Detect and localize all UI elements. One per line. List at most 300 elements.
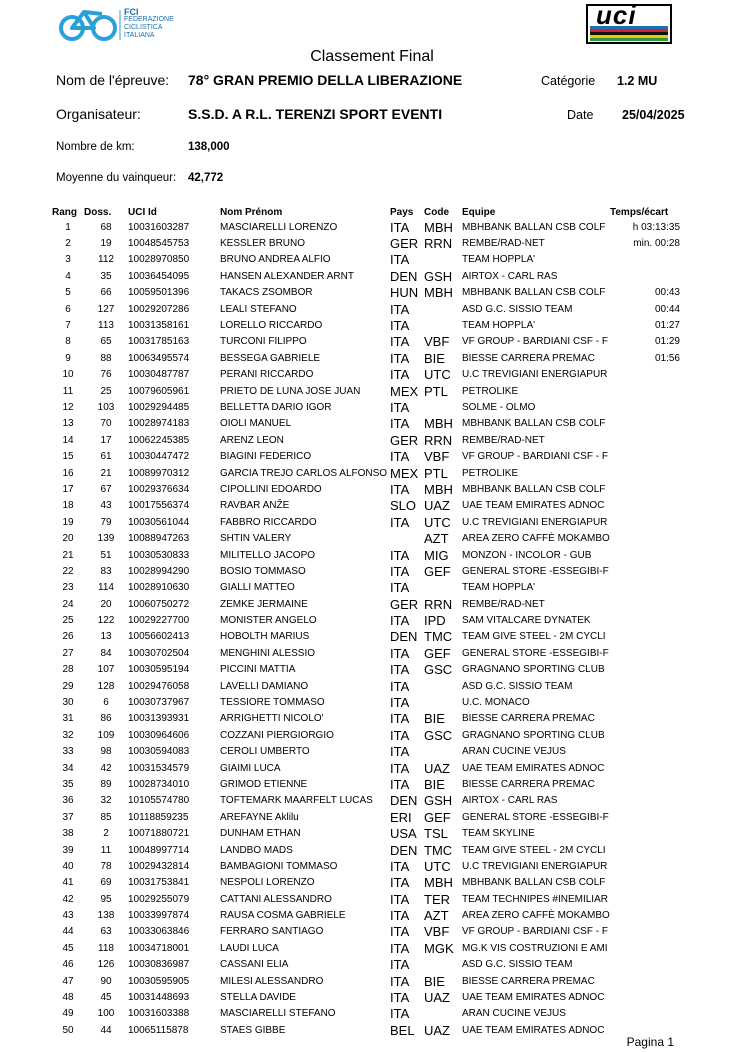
table-row (52, 317, 686, 333)
cell-name: KESSLER BRUNO (220, 238, 306, 250)
cell-time (610, 645, 686, 661)
cell-uci-id: 10031603388 (128, 1008, 190, 1020)
cell-country: ITA (390, 301, 410, 317)
cell-name: PICCINI MATTIA (220, 664, 296, 676)
cell-rank: 49 (62, 1008, 74, 1020)
cell-bib: 11 (100, 844, 112, 856)
cell-country: DEN (390, 268, 418, 284)
cell-bib: 21 (100, 467, 112, 479)
cell-time: 00:44 (654, 303, 680, 315)
cell-name: COZZANI PIERGIORGIO (220, 729, 334, 741)
cell-bib: 68 (100, 221, 112, 233)
table-row (52, 907, 686, 923)
table-row (52, 842, 686, 858)
uci-logo (586, 0, 672, 44)
cell-rank: 9 (65, 352, 71, 364)
cell-name: OIOLI MANUEL (220, 418, 292, 430)
cell-team: MBHBANK BALLAN CSB COLF (462, 418, 606, 430)
cell-bib: 118 (98, 942, 114, 954)
avg-speed-label: Moyenne du vainqueur: (56, 172, 177, 184)
cell-team: ASD G.C. SISSIO TEAM (462, 680, 573, 692)
cell-code: GSC (424, 662, 453, 678)
cell-country: ITA (390, 760, 410, 776)
km-label: Nombre de km: (56, 141, 135, 153)
fci-logo (58, 6, 198, 44)
cell-team: SAM VITALCARE DYNATEK (462, 615, 591, 627)
cell-bib: 65 (100, 336, 112, 348)
cell-code: UTC (424, 367, 451, 383)
cell-rank: 22 (62, 565, 74, 577)
cell-code (424, 744, 462, 760)
cell-country: DEN (390, 793, 418, 809)
cell-uci-id: 10028994290 (128, 565, 190, 577)
cell-uci-id: 10029476058 (128, 680, 190, 692)
cell-bib: 98 (100, 746, 112, 758)
cell-country: ITA (390, 744, 410, 760)
cell-bib: 84 (100, 647, 112, 659)
cell-rank: 30 (62, 697, 74, 709)
table-row (52, 891, 686, 907)
cell-uci-id: 10089970312 (128, 467, 190, 479)
table-row (52, 383, 686, 399)
cell-team: TEAM HOPPLA' (462, 582, 536, 594)
cell-time (610, 891, 686, 907)
cell-uci-id: 10030487787 (128, 369, 190, 381)
cell-name: BRUNO ANDREA ALFIO (220, 254, 331, 266)
cell-bib: 100 (97, 1008, 115, 1020)
col-code-header: Code (424, 206, 449, 218)
category-value: 1.2 MU (617, 74, 658, 88)
cell-country: ITA (390, 875, 410, 891)
cell-time: 01:27 (654, 320, 680, 332)
table-row (52, 252, 686, 268)
cell-team: ARAN CUCINE VEJUS (462, 746, 566, 758)
cell-bib: 79 (100, 516, 112, 528)
cell-country: ITA (390, 350, 410, 366)
cell-bib: 43 (100, 500, 112, 512)
cell-rank: 37 (62, 811, 74, 823)
cell-rank: 42 (62, 893, 74, 905)
cell-country: ITA (390, 416, 410, 432)
cell-time (610, 760, 686, 776)
cell-code: BIE (424, 973, 445, 989)
cell-uci-id: 10029294485 (128, 401, 190, 413)
cell-uci-id: 10056602413 (128, 631, 190, 643)
cell-team: SOLME - OLMO (462, 401, 536, 413)
cell-country: ITA (390, 219, 410, 235)
cell-country: MEX (390, 465, 419, 481)
table-row (52, 1006, 686, 1022)
cell-uci-id: 10030447472 (128, 451, 190, 463)
cell-time (610, 432, 686, 448)
table-row (52, 957, 686, 973)
cell-bib: 109 (97, 729, 115, 741)
cell-time (610, 629, 686, 645)
cell-rank: 46 (62, 959, 74, 971)
cell-team: AIRTOX - CARL RAS (462, 270, 558, 282)
cell-uci-id: 10030737967 (128, 697, 190, 709)
cell-team: ARAN CUCINE VEJUS (462, 1008, 566, 1020)
cell-uci-id: 10030595905 (128, 975, 190, 987)
cell-team: GRAGNANO SPORTING CLUB (462, 664, 605, 676)
cell-code: GEF (424, 645, 451, 661)
cell-name: AREFAYNE Aklilu (220, 811, 299, 823)
table-row (52, 645, 686, 661)
cell-country: GER (390, 596, 419, 612)
cell-country: HUN (390, 285, 419, 301)
cell-bib: 44 (100, 1024, 112, 1036)
table-row (52, 563, 686, 579)
cell-time (610, 858, 686, 874)
cell-name: TOFTEMARK MAARFELT LUCAS (220, 795, 373, 807)
cell-country: ITA (390, 1006, 410, 1022)
cell-time (610, 924, 686, 940)
col-country-header: Pays (390, 206, 414, 218)
cell-rank: 26 (62, 631, 74, 643)
cell-bib: 42 (100, 762, 112, 774)
cell-rank: 27 (62, 647, 74, 659)
cell-bib: 83 (100, 565, 112, 577)
cell-code: BIE (424, 711, 445, 727)
table-row (52, 580, 686, 596)
page-number: Pagina 1 (626, 1035, 674, 1049)
cell-code: BIE (424, 776, 445, 792)
cell-country: ITA (390, 858, 410, 874)
cell-uci-id: 10030595194 (128, 664, 190, 676)
table-row (52, 776, 686, 792)
cell-rank: 20 (62, 533, 74, 545)
cell-bib: 45 (100, 992, 112, 1004)
cell-team: BIESSE CARRERA PREMAC (462, 778, 595, 790)
cell-rank: 14 (62, 434, 74, 446)
cell-country: ITA (390, 973, 410, 989)
cell-name: TAKACS ZSOMBOR (220, 287, 313, 299)
cell-code (424, 580, 462, 596)
cell-name: HOBOLTH MARIUS (220, 631, 310, 643)
table-row (52, 924, 686, 940)
cell-rank: 4 (65, 270, 71, 282)
cell-country (390, 530, 424, 546)
cell-code: GEF (424, 563, 451, 579)
cell-time (610, 711, 686, 727)
cell-code: TMC (424, 629, 453, 645)
cell-code: MBH (424, 875, 453, 891)
cell-time: 01:56 (654, 352, 680, 364)
cell-bib: 103 (97, 401, 115, 413)
cell-name: CATTANI ALESSANDRO (220, 893, 332, 905)
cell-country: ITA (390, 990, 410, 1006)
cell-bib: 51 (100, 549, 112, 561)
cell-bib: 25 (100, 385, 112, 397)
cell-time (610, 367, 686, 383)
cell-name: TESSIORE TOMMASO (220, 697, 325, 709)
table-row (52, 825, 686, 841)
cell-rank: 16 (62, 467, 74, 479)
cell-time (610, 612, 686, 628)
cell-time (610, 383, 686, 399)
cell-time (610, 727, 686, 743)
cell-team: TEAM SKYLINE (462, 828, 535, 840)
cell-name: BESSEGA GABRIELE (220, 352, 321, 364)
cell-bib: 88 (100, 352, 112, 364)
table-row (52, 596, 686, 612)
cell-uci-id: 10030530833 (128, 549, 190, 561)
cell-team: TEAM HOPPLA' (462, 320, 536, 332)
cell-time (610, 268, 686, 284)
cell-country: ITA (390, 252, 410, 268)
cell-name: LEALI STEFANO (220, 303, 297, 315)
cell-code: UTC (424, 514, 451, 530)
cell-time (610, 252, 686, 268)
cell-country: ITA (390, 481, 410, 497)
cell-team: U.C TREVIGIANI ENERGIAPUR (462, 516, 608, 528)
cell-time (610, 809, 686, 825)
table-row (52, 285, 686, 301)
cell-name: STAES GIBBE (220, 1024, 286, 1036)
cell-code: RRN (424, 596, 453, 612)
cell-bib: 70 (100, 418, 112, 430)
cell-name: MASCIARELLI STEFANO (220, 1008, 336, 1020)
cell-code: PTL (424, 465, 448, 481)
cell-team: TEAM HOPPLA' (462, 254, 536, 266)
cell-country: ITA (390, 547, 410, 563)
table-row (52, 612, 686, 628)
cell-rank: 3 (65, 254, 71, 266)
cell-country: DEN (390, 842, 418, 858)
cell-rank: 12 (62, 401, 74, 413)
cell-bib: 112 (98, 254, 114, 266)
cell-team: MBHBANK BALLAN CSB COLF (462, 221, 606, 233)
cell-code: UAZ (424, 498, 450, 514)
cell-rank: 35 (62, 778, 74, 790)
cell-rank: 39 (62, 844, 74, 856)
cell-bib: 66 (100, 287, 112, 299)
cell-rank: 43 (62, 910, 74, 922)
cell-uci-id: 10031448693 (128, 992, 190, 1004)
cell-rank: 10 (62, 369, 74, 381)
cell-bib: 78 (100, 860, 112, 872)
cell-name: BELLETTA DARIO IGOR (220, 401, 332, 413)
cell-team: ASD G.C. SISSIO TEAM (462, 959, 573, 971)
cell-uci-id: 10065115878 (128, 1024, 189, 1036)
cell-uci-id: 10030561044 (128, 516, 190, 528)
cell-name: LORELLO RICCARDO (220, 320, 323, 332)
cell-uci-id: 10048545753 (128, 238, 190, 250)
cell-time (610, 448, 686, 464)
cell-uci-id: 10118859235 (128, 811, 189, 823)
cell-code: UAZ (424, 760, 450, 776)
cell-uci-id: 10029255079 (128, 893, 190, 905)
cell-team: UAE TEAM EMIRATES ADNOC (462, 762, 605, 774)
cell-uci-id: 10031393931 (128, 713, 190, 725)
cell-bib: 67 (100, 483, 112, 495)
cell-country: ITA (390, 449, 410, 465)
avg-speed-value: 42,772 (188, 172, 224, 184)
cell-country: ITA (390, 334, 410, 350)
cell-bib: 128 (97, 680, 115, 692)
table-row (52, 235, 686, 251)
cell-time (610, 875, 686, 891)
cell-rank: 28 (62, 664, 74, 676)
cell-rank: 31 (62, 713, 74, 725)
cell-rank: 13 (62, 418, 74, 430)
table-row (52, 547, 686, 563)
cell-uci-id: 10088947263 (128, 533, 190, 545)
cell-time (610, 596, 686, 612)
cell-code: RRN (424, 432, 453, 448)
cell-team: AREA ZERO CAFFÈ MOKAMBO (462, 533, 610, 545)
table-row (52, 940, 686, 956)
cell-code: TSL (424, 826, 448, 842)
cell-bib: 86 (100, 713, 112, 725)
cell-name: MONISTER ANGELO (220, 615, 317, 627)
cell-uci-id: 10030594083 (128, 746, 190, 758)
cell-team: UAE TEAM EMIRATES ADNOC (462, 500, 605, 512)
cell-name: ZEMKE JERMAINE (220, 598, 308, 610)
cell-name: MENGHINI ALESSIO (220, 647, 316, 659)
cell-rank: 8 (65, 336, 71, 348)
cell-rank: 15 (62, 451, 74, 463)
cell-code: AZT (424, 531, 449, 547)
cell-name: PERANI RICCARDO (220, 369, 314, 381)
cell-country: ITA (390, 908, 410, 924)
table-row (52, 744, 686, 760)
table-row (52, 416, 686, 432)
cell-time (610, 498, 686, 514)
cell-bib: 13 (100, 631, 112, 643)
cell-uci-id: 10029227700 (128, 615, 190, 627)
cell-code: AZT (424, 908, 449, 924)
cell-rank: 41 (62, 877, 74, 889)
cell-time (610, 825, 686, 841)
cell-code (424, 252, 462, 268)
cell-team: U.C TREVIGIANI ENERGIAPUR (462, 860, 608, 872)
cell-uci-id: 10059501396 (128, 287, 190, 299)
cell-name: BIAGINI FEDERICO (220, 451, 312, 463)
cell-rank: 25 (62, 615, 74, 627)
cell-rank: 19 (62, 516, 74, 528)
cell-name: DUNHAM ETHAN (220, 828, 301, 840)
cell-team: REMBE/RAD-NET (462, 434, 545, 446)
table-row (52, 793, 686, 809)
cell-team: MBHBANK BALLAN CSB COLF (462, 877, 606, 889)
table-row (52, 432, 686, 448)
cell-rank: 5 (65, 287, 71, 299)
cell-uci-id: 10031753841 (128, 877, 190, 889)
cell-country: GER (390, 236, 419, 252)
cell-name: MASCIARELLI LORENZO (220, 221, 338, 233)
cell-uci-id: 10033997874 (128, 910, 190, 922)
cell-country: USA (390, 826, 417, 842)
table-row (52, 711, 686, 727)
cell-uci-id: 10030836987 (128, 959, 190, 971)
cell-country: ITA (390, 399, 410, 415)
cell-code: UAZ (424, 1022, 450, 1038)
cell-code: IPD (424, 613, 446, 629)
cell-rank: 7 (65, 320, 71, 332)
page-title: Classement Final (310, 48, 434, 65)
table-row (52, 268, 686, 284)
cell-name: CEROLI UMBERTO (220, 746, 310, 758)
cell-bib: 20 (100, 598, 112, 610)
cell-uci-id: 10031785163 (128, 336, 190, 348)
cell-code: TER (424, 891, 450, 907)
cell-uci-id: 10079605961 (128, 385, 190, 397)
cell-name: LAUDI LUCA (220, 942, 279, 954)
cell-uci-id: 10030702504 (128, 647, 190, 659)
cell-country: ITA (390, 924, 410, 940)
cell-country: ITA (390, 711, 410, 727)
cell-country: ITA (390, 678, 410, 694)
cell-code: MBH (424, 416, 453, 432)
cell-country: ITA (390, 367, 410, 383)
cell-code: MBH (424, 285, 453, 301)
cell-code (424, 1006, 462, 1022)
cell-time (610, 842, 686, 858)
table-row (52, 465, 686, 481)
cell-name: GARCIA TREJO CARLOS ALFONSO (220, 467, 388, 479)
cell-bib: 63 (100, 926, 112, 938)
col-time-header: Temps/écart (610, 206, 669, 218)
cell-time (610, 465, 686, 481)
table-row (52, 678, 686, 694)
cell-code (424, 694, 462, 710)
cell-bib: 126 (97, 959, 115, 971)
cell-time (610, 744, 686, 760)
cell-bib: 122 (97, 615, 115, 627)
cell-code: UTC (424, 858, 451, 874)
cell-name: STELLA DAVIDE (220, 992, 296, 1004)
cell-rank: 32 (62, 729, 74, 741)
table-row (52, 301, 686, 317)
cell-country: MEX (390, 383, 419, 399)
cell-code: PTL (424, 383, 448, 399)
cell-time (610, 940, 686, 956)
cell-code: MGK (424, 940, 454, 956)
cell-uci-id: 10030964606 (128, 729, 190, 741)
cell-name: ARRIGHETTI NICOLO' (220, 713, 324, 725)
table-row (52, 350, 686, 366)
table-row (52, 858, 686, 874)
cell-time (610, 399, 686, 415)
cell-name: NESPOLI LORENZO (220, 877, 315, 889)
table-row (52, 973, 686, 989)
fci-line-1: FEDERAZIONE (124, 16, 174, 23)
cell-team: PETROLIKE (462, 385, 519, 397)
cell-team: UAE TEAM EMIRATES ADNOC (462, 1024, 605, 1036)
cell-rank: 24 (62, 598, 74, 610)
cell-bib: 139 (97, 533, 115, 545)
cell-code (424, 678, 462, 694)
cell-rank: 21 (62, 549, 74, 561)
cell-uci-id: 10029432814 (128, 860, 190, 872)
cell-time (610, 580, 686, 596)
cell-country: ITA (390, 776, 410, 792)
cell-team: GENERAL STORE -ESSEGIBI-F (462, 647, 609, 659)
cell-name: PRIETO DE LUNA JOSE JUAN (220, 385, 361, 397)
cell-name: SHTIN VALERY (220, 533, 292, 545)
cell-rank: 33 (62, 746, 74, 758)
table-row (52, 514, 686, 530)
cell-rank: 11 (62, 385, 74, 397)
cell-name: GIAIMI LUCA (220, 762, 281, 774)
cell-rank: 34 (62, 762, 74, 774)
cell-time (610, 957, 686, 973)
cell-code: MBH (424, 481, 453, 497)
cell-rank: 1 (65, 221, 71, 233)
cell-rank: 23 (62, 582, 74, 594)
cell-time (610, 678, 686, 694)
